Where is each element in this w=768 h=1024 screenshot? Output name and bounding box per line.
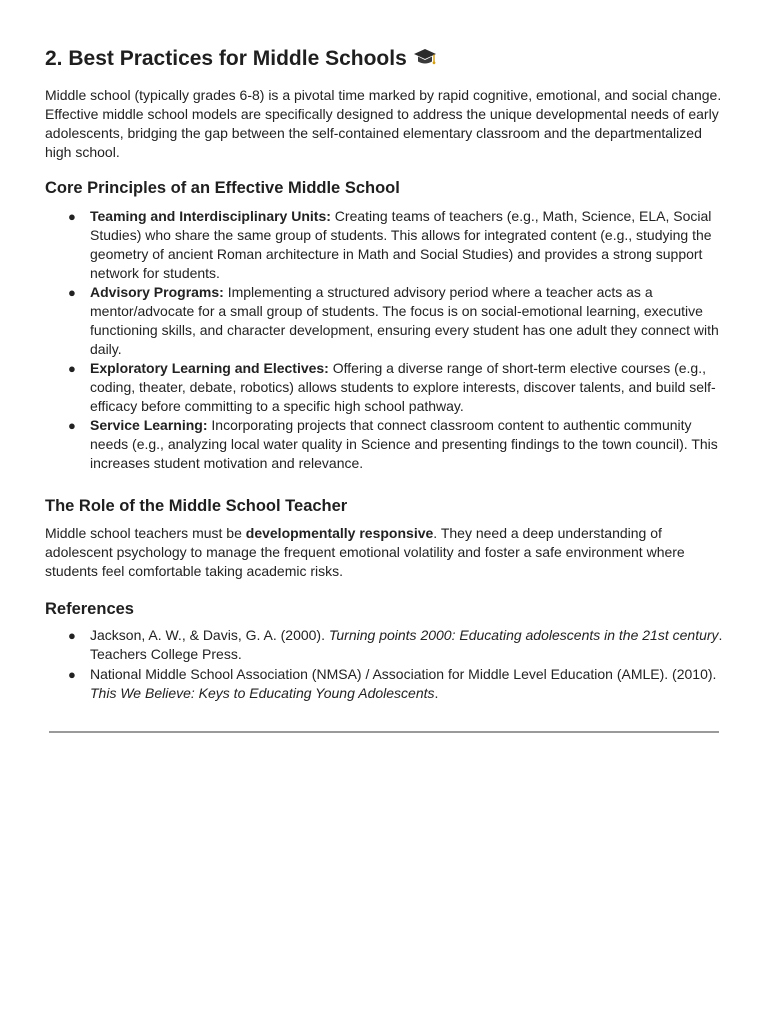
list-item-term: Advisory Programs: <box>90 284 224 300</box>
list-item <box>45 416 725 473</box>
page-title-text: 2. Best Practices for Middle Schools <box>45 47 407 70</box>
bullet-icon: ● <box>68 418 76 433</box>
role-text-bold: developmentally responsive <box>245 525 434 541</box>
list-item-term: Service Learning: <box>90 417 208 433</box>
reference-authors: Jackson, A. W., & Davis, G. A. (2000). <box>90 627 329 643</box>
reference-authors: National Middle School Association (NMSA) / Association for Middle Level Education (AMLE). (2010). <box>90 666 717 682</box>
reference-item <box>45 665 725 703</box>
teacher-role-heading: The Role of the Middle School Teacher <box>45 497 348 515</box>
role-text-post: . They need a deep understanding of adolescent psychology to manage the frequent emotional volatility and foster a safe environment where students feel comfortable taking academic risks. <box>45 525 685 579</box>
core-principles-list <box>45 207 725 473</box>
references-heading: References <box>45 600 134 618</box>
graduation-cap-icon <box>413 47 437 78</box>
list-item-term: Teaming and Interdisciplinary Units: <box>90 208 331 224</box>
bullet-icon: ● <box>68 628 76 643</box>
teacher-role-paragraph <box>45 524 725 581</box>
list-item-text: Creating teams of teachers (e.g., Math, Science, ELA, Social Studies) who share the same group of students. This allows for integrated content (e.g., studying the geometry of ancient Roman architecture in Math and Social Studies) and provides a strong support network for students. <box>90 208 712 281</box>
role-text-pre: Middle school teachers must be <box>45 525 246 541</box>
list-item <box>45 359 725 416</box>
list-item-text: Offering a diverse range of short-term elective courses (e.g., coding, theater, debate, robotics) allows students to explore interests, discover talents, and build self-efficacy before committing to a specific high school pathway. <box>90 360 716 414</box>
reference-publisher: . Teachers College Press. <box>90 627 723 662</box>
bullet-icon: ● <box>68 285 76 300</box>
list-item-text: Incorporating projects that connect classroom content to authentic community needs (e.g., analyzing local water quality in Science and presenting findings to the town council). This increases student motivation and relevance. <box>90 417 718 471</box>
reference-publisher: . <box>434 685 439 701</box>
horizontal-divider <box>49 731 719 733</box>
list-item <box>45 283 725 359</box>
list-item <box>45 207 725 283</box>
core-principles-heading: Core Principles of an Effective Middle School <box>45 179 400 197</box>
bullet-icon: ● <box>68 361 76 376</box>
list-item-text: Implementing a structured advisory period where a teacher acts as a mentor/advocate for a small group of students. The focus is on social-emotional learning, executive functioning skills, and character development, ensuring every student has one adult they connect with daily. <box>90 284 719 357</box>
document-page <box>45 44 725 704</box>
list-item-term: Exploratory Learning and Electives: <box>90 360 329 376</box>
reference-item <box>45 626 725 664</box>
intro-paragraph: Middle school (typically grades 6-8) is a pivotal time marked by rapid cognitive, emotional, and social change. Effective middle school models are specifically designed to address the unique developmental needs of early adolescents, bridging the gap between the self-contained elementary classroom and the departmentalized high school. <box>45 87 722 160</box>
references-list <box>45 626 725 703</box>
page-title <box>45 44 725 78</box>
bullet-icon: ● <box>68 667 76 682</box>
reference-title: This We Believe: Keys to Educating Young Adolescents <box>90 685 435 701</box>
bullet-icon: ● <box>68 209 76 224</box>
reference-title: Turning points 2000: Educating adolescents in the 21st century <box>328 627 719 643</box>
